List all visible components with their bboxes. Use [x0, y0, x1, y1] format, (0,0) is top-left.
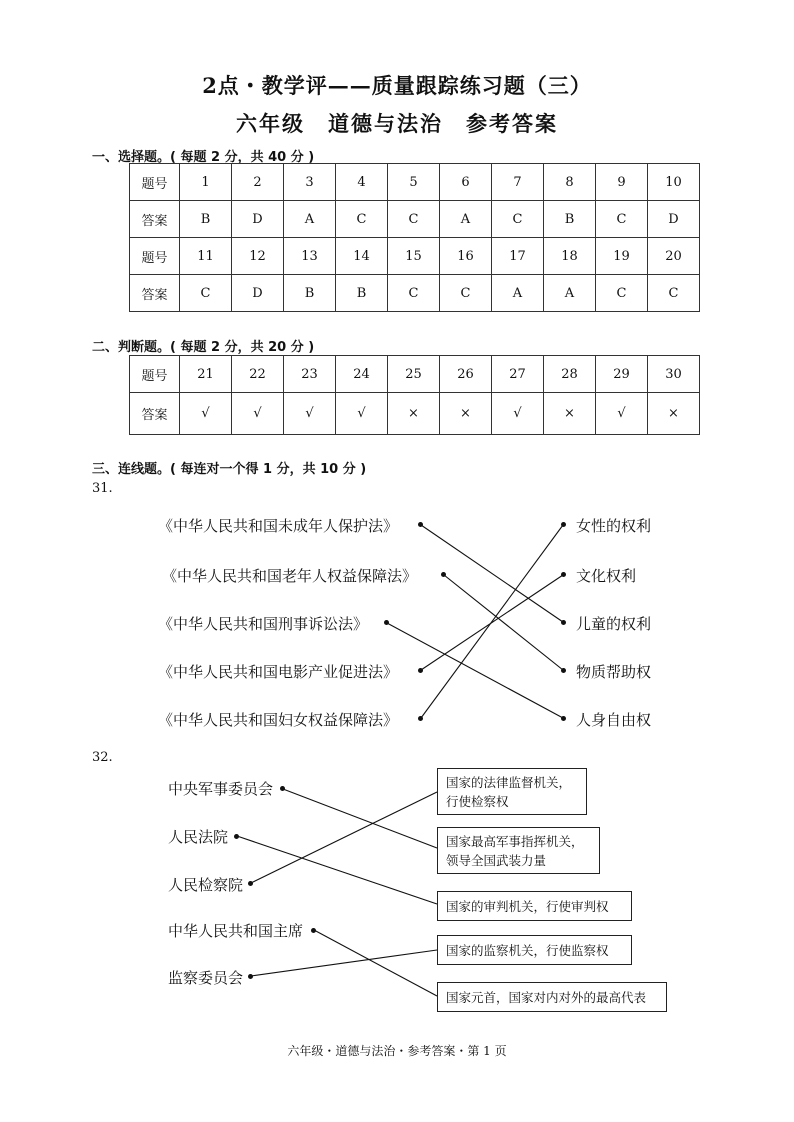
answer-cell: B [544, 201, 596, 238]
box-line: 行使检察权 [446, 794, 509, 809]
answer-cell: A [440, 201, 492, 238]
q32-left-item: 人民检察院 [168, 876, 244, 894]
question-32-number: 32. [92, 750, 113, 765]
row-label: 题号 [130, 238, 180, 275]
question-number: 18 [544, 238, 596, 275]
question-number: 4 [336, 164, 388, 201]
row-label: 答案 [130, 393, 180, 435]
answer-cell: √ [284, 393, 336, 435]
q31-right-item: 女性的权利 [576, 517, 652, 535]
question-number: 5 [388, 164, 440, 201]
answer-cell: C [492, 201, 544, 238]
question-number: 12 [232, 238, 284, 275]
answer-cell: C [596, 275, 648, 312]
answer-cell: C [388, 201, 440, 238]
match-line [421, 575, 563, 670]
q32-left-item: 人民法院 [168, 828, 229, 846]
answer-cell: × [388, 393, 440, 435]
question-number: 17 [492, 238, 544, 275]
answer-cell: × [440, 393, 492, 435]
question-number: 28 [544, 356, 596, 393]
answer-cell: B [284, 275, 336, 312]
match-line [314, 930, 437, 996]
question-number: 15 [388, 238, 440, 275]
row-label: 答案 [130, 201, 180, 238]
answer-cell: B [336, 275, 388, 312]
q31-left-item: 《中华人民共和国刑事诉讼法》 [158, 615, 369, 633]
page-title: 2点・教学评——质量跟踪练习题（三） [202, 73, 592, 98]
q31-right-item: 文化权利 [576, 567, 637, 585]
match-line [421, 525, 563, 622]
row-label: 题号 [130, 356, 180, 393]
q32-left-item: 监察委员会 [168, 969, 244, 987]
match-line [237, 836, 437, 904]
q31-left-item: 《中华人民共和国未成年人保护法》 [158, 517, 399, 535]
answer-cell: C [388, 275, 440, 312]
match-line [444, 575, 563, 670]
question-number: 7 [492, 164, 544, 201]
answer-cell: D [648, 201, 700, 238]
question-number: 20 [648, 238, 700, 275]
row-label: 答案 [130, 275, 180, 312]
q31-right-item: 人身自由权 [576, 711, 652, 729]
answer-cell: √ [596, 393, 648, 435]
question-number: 26 [440, 356, 492, 393]
box-line: 国家最高军事指挥机关， [446, 834, 584, 849]
question-number: 1 [180, 164, 232, 201]
section-2-heading: 二、判断题。( 每题 2 分，共 20 分 ) [92, 340, 315, 355]
box-line: 国家的审判机关，行使审判权 [446, 899, 609, 914]
answer-cell: √ [336, 393, 388, 435]
row-label: 题号 [130, 164, 180, 201]
box-line: 领导全国武装力量 [446, 853, 547, 868]
question-number: 10 [648, 164, 700, 201]
question-number: 22 [232, 356, 284, 393]
answer-cell: × [544, 393, 596, 435]
section-1-heading: 一、选择题。( 每题 2 分，共 40 分 ) [92, 150, 315, 165]
answer-cell: × [648, 393, 700, 435]
q31-left-item: 《中华人民共和国电影产业促进法》 [158, 663, 399, 681]
question-number: 23 [284, 356, 336, 393]
answer-cell: C [648, 275, 700, 312]
q31-left-item: 《中华人民共和国老年人权益保障法》 [162, 567, 418, 585]
q31-left-item: 《中华人民共和国妇女权益保障法》 [158, 711, 399, 729]
question-number: 9 [596, 164, 648, 201]
answer-cell: D [232, 275, 284, 312]
q32-left-item: 中央军事委员会 [168, 780, 274, 798]
box-line: 国家的法律监督机关， [446, 775, 572, 790]
question-number: 25 [388, 356, 440, 393]
answer-cell: A [544, 275, 596, 312]
q32-left-item: 中华人民共和国主席 [168, 922, 304, 940]
question-number: 19 [596, 238, 648, 275]
question-number: 8 [544, 164, 596, 201]
answer-cell: C [180, 275, 232, 312]
answer-cell: D [232, 201, 284, 238]
answer-cell: A [284, 201, 336, 238]
question-number: 30 [648, 356, 700, 393]
question-number: 13 [284, 238, 336, 275]
answer-cell: B [180, 201, 232, 238]
match-line [387, 623, 563, 718]
question-number: 3 [284, 164, 336, 201]
question-number: 14 [336, 238, 388, 275]
question-number: 2 [232, 164, 284, 201]
answer-cell: √ [180, 393, 232, 435]
question-number: 16 [440, 238, 492, 275]
answer-cell: C [596, 201, 648, 238]
question-number: 11 [180, 238, 232, 275]
answer-cell: A [492, 275, 544, 312]
answer-cell: √ [492, 393, 544, 435]
question-number: 29 [596, 356, 648, 393]
question-31-number: 31. [92, 481, 113, 496]
box-line: 国家元首，国家对内对外的最高代表 [446, 990, 647, 1005]
page-subtitle: 六年级 道德与法治 参考答案 [236, 111, 558, 136]
answer-cell: C [336, 201, 388, 238]
question-number: 21 [180, 356, 232, 393]
answer-cell: √ [232, 393, 284, 435]
page-footer: 六年级・道德与法治・参考答案・第 1 页 [287, 1044, 507, 1058]
question-number: 24 [336, 356, 388, 393]
question-number: 6 [440, 164, 492, 201]
match-line [421, 525, 563, 718]
box-line: 国家的监察机关，行使监察权 [446, 943, 609, 958]
q31-right-item: 儿童的权利 [576, 615, 652, 633]
section-3-heading: 三、连线题。( 每连对一个得 1 分，共 10 分 ) [92, 462, 367, 477]
answer-cell: C [440, 275, 492, 312]
match-line [283, 789, 437, 848]
match-line [251, 950, 437, 976]
q31-right-item: 物质帮助权 [576, 663, 652, 681]
question-number: 27 [492, 356, 544, 393]
